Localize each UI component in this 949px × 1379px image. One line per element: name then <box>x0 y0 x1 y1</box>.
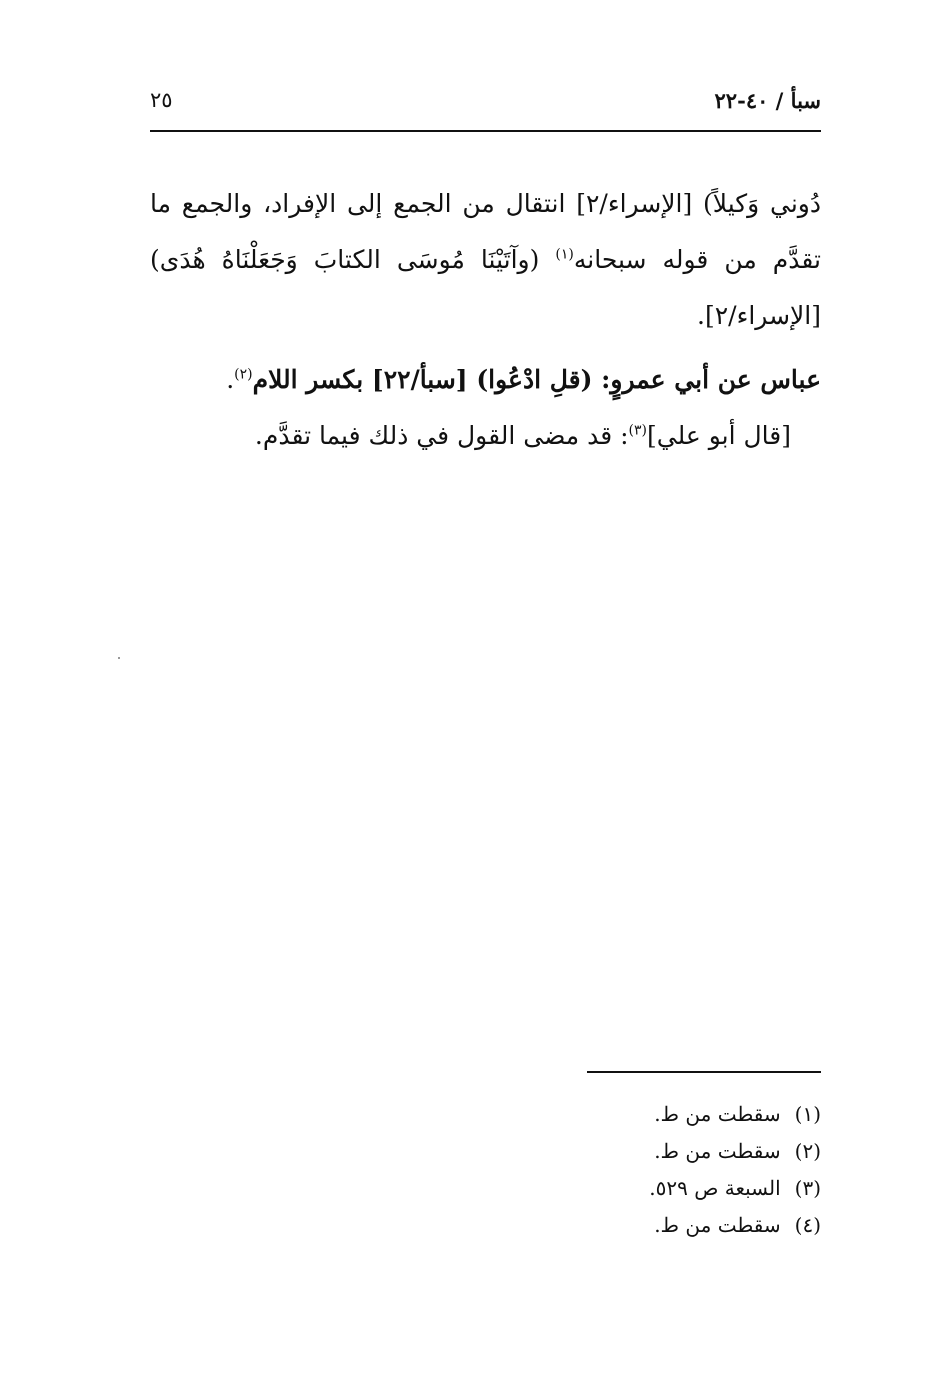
footnote-item <box>481 1207 821 1244</box>
paragraph-2-bold-text: عباس عن أبي عمروٍ: (قلِ ادْعُوا) [سبأ/٢٢] بكسر اللام <box>252 365 821 394</box>
footnote-separator <box>587 1071 821 1073</box>
footnote-ref-1: (١) <box>555 246 574 263</box>
footnote-number: (٤) <box>794 1213 821 1237</box>
footnote-ref-2: (٢) <box>234 366 253 383</box>
paragraph-2-end: . <box>226 365 235 394</box>
paragraph-1-continuation: (وآتَيْنَا مُوسَى الكتابَ وَجَعَلْنَاهُ هُدَى) [الإسراء/٢]. <box>150 245 821 330</box>
paragraph-2 <box>150 352 821 408</box>
footnote-ref-3: (٣) <box>628 422 648 439</box>
footnote-text: سقطت من ط. <box>654 1139 781 1163</box>
footnote-number: (١) <box>794 1102 821 1126</box>
footnotes <box>481 1096 821 1244</box>
footnote-text: السبعة ص ٥٢٩. <box>649 1176 781 1200</box>
footnote-item <box>481 1170 821 1207</box>
footnote-item <box>481 1133 821 1170</box>
footnote-number: (٢) <box>794 1139 821 1163</box>
main-text <box>150 176 821 464</box>
print-speck <box>118 657 120 659</box>
page-number: ٢٥ <box>150 88 173 112</box>
paragraph-3-text: [قال أبو علي] <box>647 421 791 450</box>
footnote-item <box>481 1096 821 1133</box>
footnote-number: (٣) <box>794 1176 821 1200</box>
running-title: سبأ / ٤٠-٢٢ <box>714 88 821 113</box>
footnote-text: سقطت من ط. <box>654 1102 781 1126</box>
paragraph-3-continuation: : قد مضى القول في ذلك فيما تقدَّم. <box>254 421 629 450</box>
paragraph-3 <box>150 408 821 464</box>
page-header <box>150 84 821 132</box>
footnote-text: سقطت من ط. <box>654 1213 781 1237</box>
paragraph-1 <box>150 176 821 344</box>
paragraph-1-text: دُوني وَكيلاً) [الإسراء/٢] انتقال من الجمع إلى الإفراد، والجمع ما تقدَّم من قوله سبحانه <box>150 189 822 274</box>
